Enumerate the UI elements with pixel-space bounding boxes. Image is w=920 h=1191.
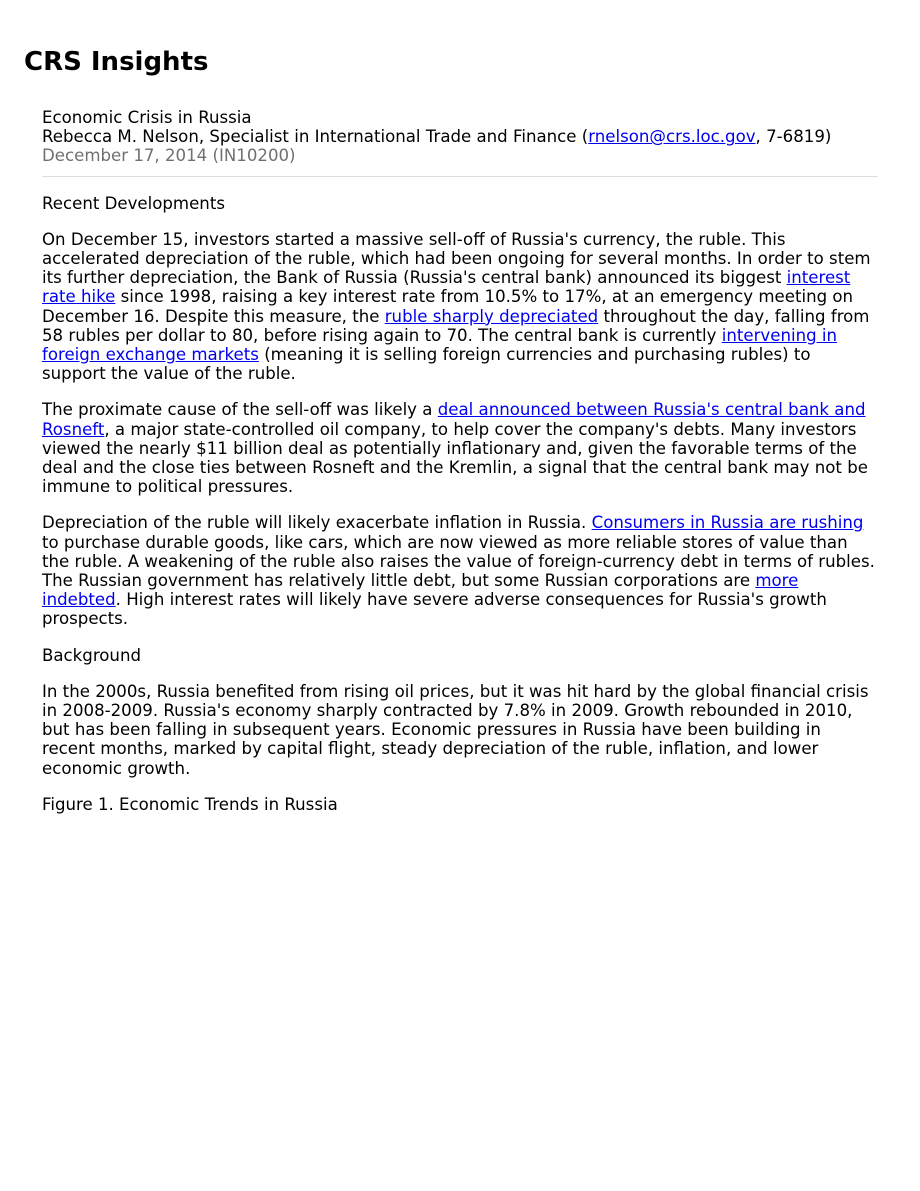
paragraph-1 xyxy=(42,230,878,384)
report-date: December 17, 2014 (IN10200) xyxy=(42,146,296,166)
paragraph-text: On December 15, investors started a massive sell-off of Russia's currency, the ruble. This accelerated depreciation of the ruble, which had been ongoing for several months. In order to stem its further depreciation, the Bank of Russia (Russia's central bank) announced its biggest xyxy=(42,229,871,288)
paragraph-text: to purchase durable goods, like cars, which are now viewed as more reliable stores of value than the ruble. A weakening of the ruble also raises the value of foreign-currency debt in terms of rubles. The Russian government has relatively little debt, but some Russian corporations are xyxy=(42,532,875,591)
paragraph-text: The proximate cause of the sell-off was likely a xyxy=(42,400,438,420)
consumers-rushing-link[interactable]: Consumers in Russia are rushing xyxy=(591,513,864,533)
paragraph-text: , a major state-controlled oil company, to help cover the company's debts. Many investors viewed the nearly $11 billion deal as potentially inflationary and, given the favorable terms of the deal and the close ties between Rosneft and the Kremlin, a signal that the central bank may not be immune to political pressures. xyxy=(42,419,868,497)
paragraph-3 xyxy=(42,513,878,628)
paragraph-text: since 1998, raising a key interest rate from 10.5% to 17%, at an emergency meeting on December 16. Despite this measure, the xyxy=(42,287,854,326)
rosneft-deal-link[interactable]: deal announced between Russia's central bank and Rosneft xyxy=(42,400,866,439)
author-email-link[interactable]: rnelson@crs.loc.gov xyxy=(588,127,756,147)
paragraph-text: Depreciation of the ruble will likely exacerbate inflation in Russia. xyxy=(42,513,592,533)
paragraph-text: (meaning it is selling foreign currencies and purchasing rubles) to support the value of the ruble. xyxy=(42,345,811,384)
page-title: CRS Insights xyxy=(24,47,209,77)
report-title: Economic Crisis in Russia xyxy=(42,108,252,127)
paragraph-text: . High interest rates will likely have severe adverse consequences for Russia's growth prospects. xyxy=(42,590,827,629)
paragraph-2 xyxy=(42,400,878,496)
ruble-depreciated-link[interactable]: ruble sharply depreciated xyxy=(384,306,599,326)
interest-rate-hike-link[interactable]: interest rate hike xyxy=(42,268,851,307)
author-name: Rebecca M. Nelson, Specialist in International Trade and Finance ( xyxy=(42,127,589,147)
author-line xyxy=(42,127,878,146)
article xyxy=(42,108,878,814)
author-phone: , 7-6819) xyxy=(755,127,832,147)
more-indebted-link[interactable]: more indebted xyxy=(42,571,799,610)
figure-caption: Figure 1. Economic Trends in Russia xyxy=(42,794,338,814)
paragraph-4: In the 2000s, Russia benefited from rising oil prices, but it was hit hard by the global financial crisis in 2008-2009. Russia's economy sharply contracted by 7.8% in 2009. Growth rebounded in 2010, but has been falling in subsequent years. Economic pressures in Russia have been building in recent months, marked by capital flight, steady depreciation of the ruble, inflation, and lower economic growth. xyxy=(42,681,869,778)
paragraph-text: throughout the day, falling from 58 rubles per dollar to 80, before rising again to 70. The central bank is currently xyxy=(42,306,870,345)
report-metadata xyxy=(42,108,878,177)
section-heading-background: Background xyxy=(42,645,141,665)
section-heading-recent-developments: Recent Developments xyxy=(42,193,225,213)
foreign-exchange-link[interactable]: intervening in foreign exchange markets xyxy=(42,325,838,365)
